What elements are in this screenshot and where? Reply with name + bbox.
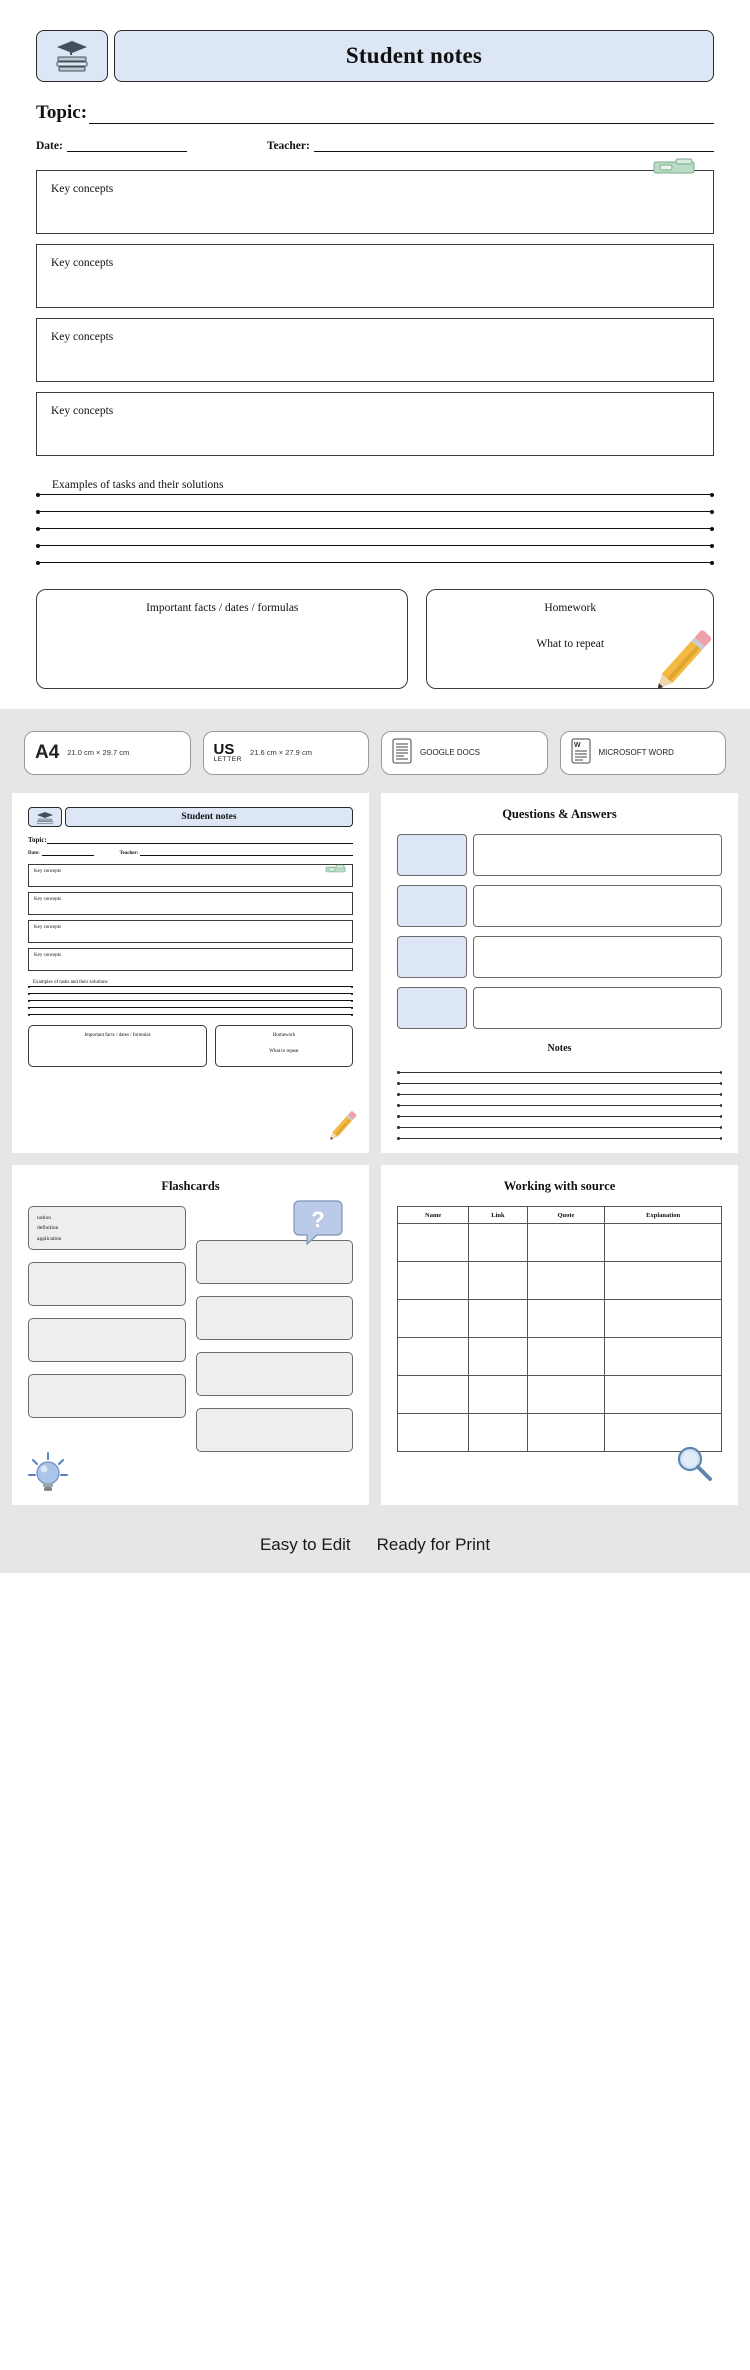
- qa-row[interactable]: [397, 885, 722, 927]
- qa-notes-line: [397, 1117, 722, 1128]
- page-thumbnail-grid: [0, 793, 750, 1517]
- mini-topic-rule: [47, 837, 353, 844]
- format-chip-google-docs[interactable]: [381, 731, 548, 775]
- table-row[interactable]: [398, 1414, 722, 1452]
- paper-clip-icon: [325, 861, 347, 878]
- meta-row: [36, 140, 714, 152]
- magnifier-icon: [674, 1443, 714, 1483]
- table-header-name: Name: [398, 1207, 469, 1224]
- flashcard-box-labeled[interactable]: [28, 1206, 186, 1250]
- table-cell[interactable]: [605, 1224, 722, 1262]
- table-cell[interactable]: [398, 1414, 469, 1452]
- format-google-docs-label: GOOGLE DOCS: [420, 748, 481, 757]
- mini-examples-label-line: [28, 980, 353, 987]
- footer-bar: [0, 1517, 750, 1573]
- table-row[interactable]: [398, 1338, 722, 1376]
- format-options-bar: [0, 709, 750, 793]
- teacher-field[interactable]: [267, 140, 714, 152]
- table-cell[interactable]: [527, 1338, 605, 1376]
- flashcards-page-title: Flashcards: [161, 1179, 220, 1193]
- qa-question-cell[interactable]: [397, 987, 467, 1029]
- thumbnail-page-student-notes[interactable]: [12, 793, 369, 1153]
- examples-blank-line[interactable]: [36, 495, 714, 512]
- table-cell[interactable]: [469, 1414, 527, 1452]
- format-a4-label: A4: [35, 742, 60, 763]
- light-bulb-icon: [26, 1451, 70, 1495]
- date-label: Date:: [36, 140, 63, 152]
- table-cell[interactable]: [527, 1224, 605, 1262]
- qa-answer-cell[interactable]: [473, 987, 722, 1029]
- flashcard-box[interactable]: [28, 1262, 186, 1306]
- pencil-icon: [321, 1105, 363, 1147]
- mini-date-label: Date:: [28, 851, 40, 856]
- google-docs-icon: [392, 738, 412, 769]
- qa-answer-cell[interactable]: [473, 936, 722, 978]
- qa-notes-line: [397, 1084, 722, 1095]
- table-cell[interactable]: [605, 1262, 722, 1300]
- format-chip-microsoft-word[interactable]: [560, 731, 727, 775]
- topic-label: Topic:: [36, 102, 88, 123]
- flashcards-right-column: [196, 1240, 354, 1452]
- qa-notes-line: [397, 1106, 722, 1117]
- flashcard-line-notion: notion: [37, 1215, 52, 1221]
- homework-label: Homework: [544, 602, 597, 614]
- table-cell[interactable]: [527, 1376, 605, 1414]
- flashcard-box[interactable]: [196, 1408, 354, 1452]
- flashcard-box[interactable]: [28, 1374, 186, 1418]
- qa-row[interactable]: [397, 987, 722, 1029]
- table-cell[interactable]: [398, 1224, 469, 1262]
- mini-important-facts-box[interactable]: [28, 1025, 207, 1067]
- question-bubble-icon: [291, 1195, 345, 1249]
- homework-sub-label: What to repeat: [536, 638, 605, 650]
- qa-row[interactable]: [397, 834, 722, 876]
- mini-key-concept-label: Key concepts: [34, 925, 62, 930]
- table-cell[interactable]: [605, 1300, 722, 1338]
- table-cell[interactable]: [469, 1262, 527, 1300]
- mini-key-concept-box[interactable]: [28, 948, 353, 971]
- source-table[interactable]: [397, 1206, 722, 1452]
- key-concept-label: Key concepts: [51, 331, 114, 343]
- table-cell[interactable]: [527, 1262, 605, 1300]
- table-row[interactable]: [398, 1300, 722, 1338]
- mini-key-concept-label: Key concepts: [34, 897, 62, 902]
- qa-page-title: Questions & Answers: [502, 807, 617, 821]
- table-cell[interactable]: [527, 1300, 605, 1338]
- main-worksheet: [0, 0, 750, 709]
- table-row[interactable]: [398, 1376, 722, 1414]
- table-cell[interactable]: [398, 1300, 469, 1338]
- important-facts-label: Important facts / dates / formulas: [146, 602, 299, 614]
- table-cell[interactable]: [527, 1414, 605, 1452]
- key-concept-label: Key concepts: [51, 257, 114, 269]
- qa-answer-cell[interactable]: [473, 885, 722, 927]
- flashcard-box[interactable]: [28, 1318, 186, 1362]
- table-header-explanation: Explanation: [605, 1207, 722, 1224]
- key-concept-box[interactable]: [36, 244, 714, 308]
- examples-label-line[interactable]: [36, 478, 714, 495]
- mini-topic-label: Topic:: [28, 836, 47, 844]
- table-cell[interactable]: [469, 1376, 527, 1414]
- qa-notes-line: [397, 1128, 722, 1139]
- format-letter-label: LETTER: [213, 756, 243, 764]
- teacher-label: Teacher:: [266, 140, 310, 152]
- format-chip-a4[interactable]: [24, 731, 191, 775]
- key-concept-box[interactable]: [36, 318, 714, 382]
- qa-answer-cell[interactable]: [473, 834, 722, 876]
- mini-homework-sub-label: What to repeat: [269, 1049, 299, 1054]
- mini-key-concept-box[interactable]: [28, 892, 353, 915]
- key-concept-box[interactable]: [36, 392, 714, 456]
- microsoft-word-icon: [571, 738, 591, 769]
- flashcard-box[interactable]: [196, 1296, 354, 1340]
- date-write-rule[interactable]: [67, 141, 187, 152]
- key-concept-box[interactable]: [36, 170, 714, 234]
- mini-examples-blank-line: [28, 987, 353, 994]
- qa-notes-line: [397, 1073, 722, 1084]
- svg-text:W: W: [573, 741, 581, 749]
- mini-teacher-label: Teacher:: [119, 851, 139, 856]
- key-concept-label: Key concepts: [51, 405, 114, 417]
- mini-important-facts-label: Important facts / dates / formulas: [84, 1033, 151, 1038]
- table-header-link: Link: [469, 1207, 527, 1224]
- format-microsoft-word-label: MICROSOFT WORD: [598, 748, 674, 757]
- important-facts-box[interactable]: [36, 589, 408, 689]
- mini-key-concept-box[interactable]: [28, 864, 353, 887]
- key-concept-label: Key concepts: [51, 183, 114, 195]
- table-header-row: [398, 1207, 722, 1224]
- mini-examples-blank-line: [28, 1001, 353, 1008]
- mini-page-title: Student notes: [65, 807, 353, 827]
- table-cell[interactable]: [605, 1376, 722, 1414]
- thumbnail-page-questions-answers[interactable]: [381, 793, 738, 1153]
- table-cell[interactable]: [398, 1376, 469, 1414]
- table-row[interactable]: [398, 1224, 722, 1262]
- page-title: [114, 30, 714, 82]
- footer-easy-to-edit: Easy to Edit: [259, 1535, 351, 1554]
- mini-examples-section: [28, 980, 353, 1015]
- title-row: [36, 30, 714, 82]
- mini-examples-blank-line: [28, 1008, 353, 1015]
- qa-notes-title: Notes: [547, 1043, 572, 1054]
- table-cell[interactable]: [605, 1338, 722, 1376]
- flashcards-left-column: [28, 1206, 186, 1452]
- format-us-size: 21.6 cm × 27.9 cm: [250, 747, 312, 757]
- thumbnail-page-flashcards[interactable]: [12, 1165, 369, 1505]
- table-cell[interactable]: [469, 1224, 527, 1262]
- pencil-icon: [638, 617, 724, 703]
- format-a4-size: 21.0 cm × 29.7 cm: [67, 747, 130, 757]
- mini-homework-label: Homework: [272, 1033, 296, 1038]
- mini-date-rule: [42, 851, 94, 856]
- topic-write-rule[interactable]: [89, 106, 714, 124]
- table-header-quote: Quote: [527, 1207, 605, 1224]
- mini-key-concept-label: Key concepts: [34, 953, 62, 958]
- table-cell[interactable]: [469, 1300, 527, 1338]
- table-cell[interactable]: [469, 1338, 527, 1376]
- examples-blank-line[interactable]: [36, 546, 714, 563]
- table-cell[interactable]: [398, 1262, 469, 1300]
- examples-section: [36, 478, 714, 563]
- mini-teacher-rule: [140, 851, 353, 856]
- mini-key-concept-box[interactable]: [28, 920, 353, 943]
- source-page-title: Working with source: [503, 1179, 616, 1193]
- footer-ready-for-print: Ready for Print: [376, 1535, 491, 1554]
- format-us-label: US: [213, 741, 235, 759]
- table-row[interactable]: [398, 1262, 722, 1300]
- flashcard-line-application: application: [37, 1235, 62, 1242]
- mini-bottom-row: [28, 1025, 353, 1067]
- graduation-books-icon: [36, 30, 108, 82]
- mini-date-field[interactable]: [28, 851, 94, 856]
- mini-key-concept-label: Key concepts: [34, 869, 62, 874]
- bottom-row: [36, 589, 714, 689]
- mini-examples-blank-line: [28, 994, 353, 1001]
- examples-blank-line[interactable]: [36, 512, 714, 529]
- examples-blank-line[interactable]: [36, 529, 714, 546]
- mini-teacher-field[interactable]: [120, 851, 353, 856]
- page-title-text: Student notes: [345, 43, 483, 68]
- qa-row[interactable]: [397, 936, 722, 978]
- flashcard-box[interactable]: [196, 1352, 354, 1396]
- format-chip-us-letter[interactable]: [203, 731, 370, 775]
- mini-topic-field[interactable]: [28, 836, 353, 844]
- mini-title-row: [28, 807, 353, 827]
- date-field[interactable]: [36, 140, 187, 152]
- flashcard-line-definition: definition: [37, 1225, 59, 1232]
- paper-clip-icon: [652, 150, 698, 186]
- qa-notes-line: [397, 1095, 722, 1106]
- graduation-books-icon: [28, 807, 62, 827]
- mini-examples-label: Examples of tasks and their solutions: [33, 980, 108, 985]
- table-cell[interactable]: [398, 1338, 469, 1376]
- mini-meta-row: [28, 851, 353, 856]
- qa-question-cell[interactable]: [397, 936, 467, 978]
- qa-question-cell[interactable]: [397, 834, 467, 876]
- thumbnail-page-working-with-source[interactable]: [381, 1165, 738, 1505]
- examples-label: Examples of tasks and their solutions: [52, 479, 224, 491]
- qa-notes-line: [397, 1062, 722, 1073]
- svg-text:?: ?: [311, 1207, 325, 1232]
- mini-homework-box[interactable]: [215, 1025, 353, 1067]
- qa-question-cell[interactable]: [397, 885, 467, 927]
- topic-field[interactable]: [36, 102, 714, 124]
